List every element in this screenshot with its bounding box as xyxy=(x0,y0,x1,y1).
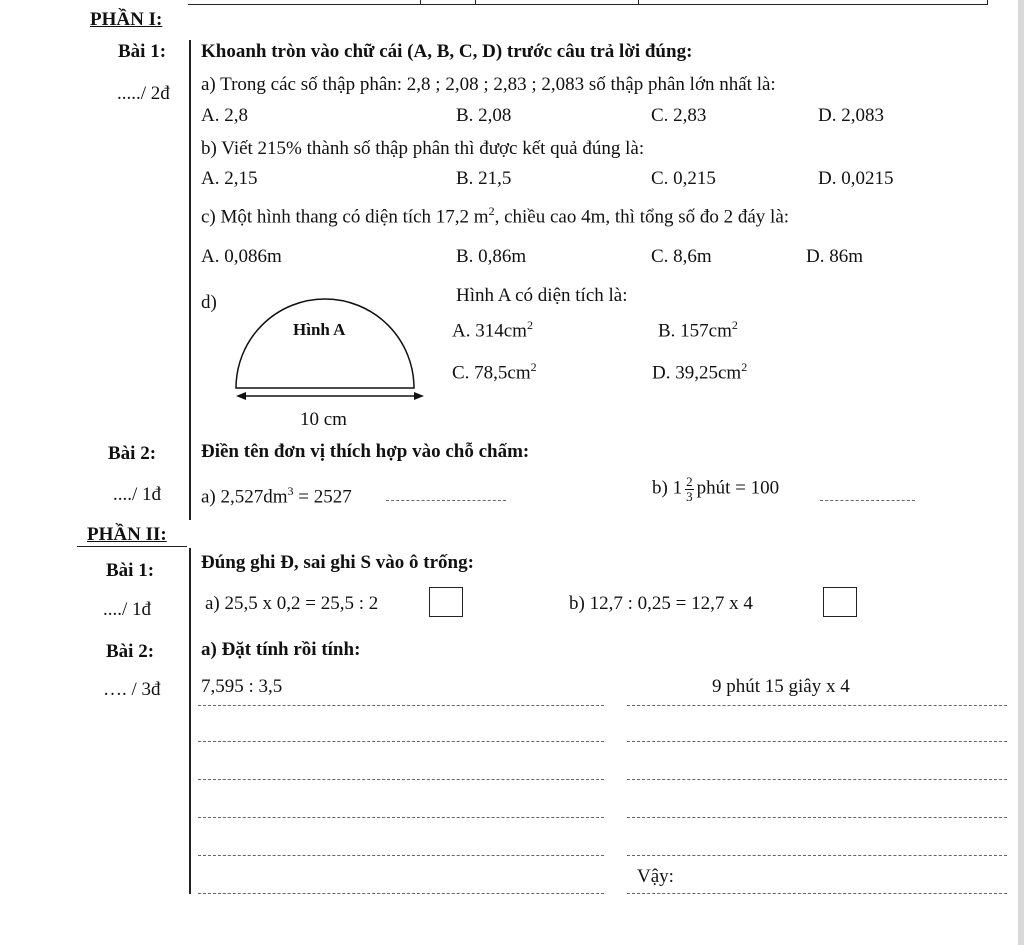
question-d-label: d) xyxy=(201,292,217,313)
column-divider-2 xyxy=(189,548,191,894)
qd-option-b[interactable]: B. $157cm^2$ xyxy=(658,318,738,342)
part2-bai2-score: …. / 3đ xyxy=(103,679,161,700)
qc-option-b[interactable]: B. 0,86m xyxy=(456,246,527,267)
work-line-right-1[interactable] xyxy=(627,705,1007,706)
question-c-sup: 2 xyxy=(488,204,495,218)
arrow-left-icon xyxy=(236,392,246,400)
question-a: a) Trong các số thập phân: 2,8 ; 2,08 ; 2,83 ; 2,083 số thập phân lớn nhất là: xyxy=(201,74,776,95)
figure-dimension: 10 cm xyxy=(300,409,347,430)
work-line-left-2[interactable] xyxy=(198,741,604,742)
work-line-left-5[interactable] xyxy=(198,855,604,856)
work-line-right-4[interactable] xyxy=(627,817,1007,818)
bai2-part-a: a) $2,527dm^3 = 2527$ xyxy=(201,484,352,508)
calc-right: 9 phút 15 giây x 4 xyxy=(712,676,850,697)
work-line-left-1[interactable] xyxy=(198,705,604,706)
question-b: b) Viết 215% thành số thập phân thì được kết quả đúng là: xyxy=(201,138,645,159)
qd-option-c[interactable]: C. $78,5cm^2$ xyxy=(452,360,537,384)
qc-option-d[interactable]: D. 86m xyxy=(806,246,863,267)
semicircle-shape xyxy=(236,299,414,388)
part2-bai1-instruction: Đúng ghi Đ, sai ghi S vào ô trống: xyxy=(201,552,474,573)
bai2-score: ..../ 1đ xyxy=(113,484,162,505)
qb-option-c[interactable]: C. 0,215 xyxy=(651,168,716,189)
semicircle-figure xyxy=(228,275,428,405)
calc-left: 7,595 : 3,5 xyxy=(201,676,283,697)
qb-option-d[interactable]: D. 0,0215 xyxy=(818,168,894,189)
bai2-instruction: Điền tên đơn vị thích hợp vào chỗ chấm: xyxy=(201,441,530,462)
bai1-instruction: Khoanh tròn vào chữ cái (A, B, C, D) trước câu trả lời đúng: xyxy=(201,41,693,62)
bai1-score: ...../ 2đ xyxy=(117,83,170,104)
work-line-right-3[interactable] xyxy=(627,779,1007,780)
bai2-part-b: b) 1 $\frac{2}{3}$ phút = 100 xyxy=(652,474,780,504)
page-edge xyxy=(1018,0,1024,945)
part2-bai2-label: Bài 2: xyxy=(106,641,155,662)
answer-box-b[interactable] xyxy=(823,587,857,617)
qd-option-a[interactable]: A. $314cm^2$ xyxy=(452,318,533,342)
part2-bai1-score: ..../ 1đ xyxy=(103,599,152,620)
question-c-post: , chiều cao 4m, thì tổng số đo 2 đáy là: xyxy=(494,206,790,228)
answer-blank-a[interactable] xyxy=(386,500,506,501)
qb-option-a[interactable]: A. 2,15 xyxy=(201,168,258,189)
work-line-right-2[interactable] xyxy=(627,741,1007,742)
qa-option-c[interactable]: C. 2,83 xyxy=(651,105,707,126)
qb-option-b[interactable]: B. 21,5 xyxy=(456,168,512,189)
question-d: Hình A có diện tích là: xyxy=(456,285,628,306)
figure-label: Hình A xyxy=(293,320,346,339)
fraction-two-thirds: $\frac{2}{3}$ xyxy=(686,474,693,504)
bai1-label: Bài 1: xyxy=(118,41,167,62)
conclusion-label: Vậy: xyxy=(637,866,674,887)
work-line-left-4[interactable] xyxy=(198,817,604,818)
work-line-left-6[interactable] xyxy=(198,893,604,894)
qa-option-b[interactable]: B. 2,08 xyxy=(456,105,512,126)
qc-option-c[interactable]: C. 8,6m xyxy=(651,246,712,267)
part2-heading: PHẦN II: xyxy=(87,524,167,545)
answer-blank-b[interactable] xyxy=(820,500,915,501)
work-line-right-5[interactable] xyxy=(627,855,1007,856)
qa-option-d[interactable]: D. 2,083 xyxy=(818,105,884,126)
question-c xyxy=(201,205,789,228)
answer-box-a[interactable] xyxy=(429,587,463,617)
qc-option-a[interactable]: A. 0,086m xyxy=(201,246,282,267)
work-line-left-3[interactable] xyxy=(198,779,604,780)
part2-bai2-instruction: a) Đặt tính rồi tính: xyxy=(201,639,361,660)
qd-option-d[interactable]: D. $39,25cm^2$ xyxy=(652,360,748,384)
arrow-right-icon xyxy=(414,392,424,400)
question-c-pre: c) Một hình thang có diện tích 17,2 m xyxy=(201,206,489,228)
work-line-right-6[interactable] xyxy=(627,893,1007,894)
qa-option-a[interactable]: A. 2,8 xyxy=(201,105,248,126)
part2-bai1-a: a) 25,5 x 0,2 = 25,5 : 2 xyxy=(205,593,379,614)
part1-heading: PHẦN I: xyxy=(90,9,163,30)
part2-bai1-b: b) 12,7 : 0,25 = 12,7 x 4 xyxy=(569,593,753,614)
part2-bai1-label: Bài 1: xyxy=(106,560,155,581)
column-divider xyxy=(189,40,191,520)
bai2-label: Bài 2: xyxy=(108,443,157,464)
